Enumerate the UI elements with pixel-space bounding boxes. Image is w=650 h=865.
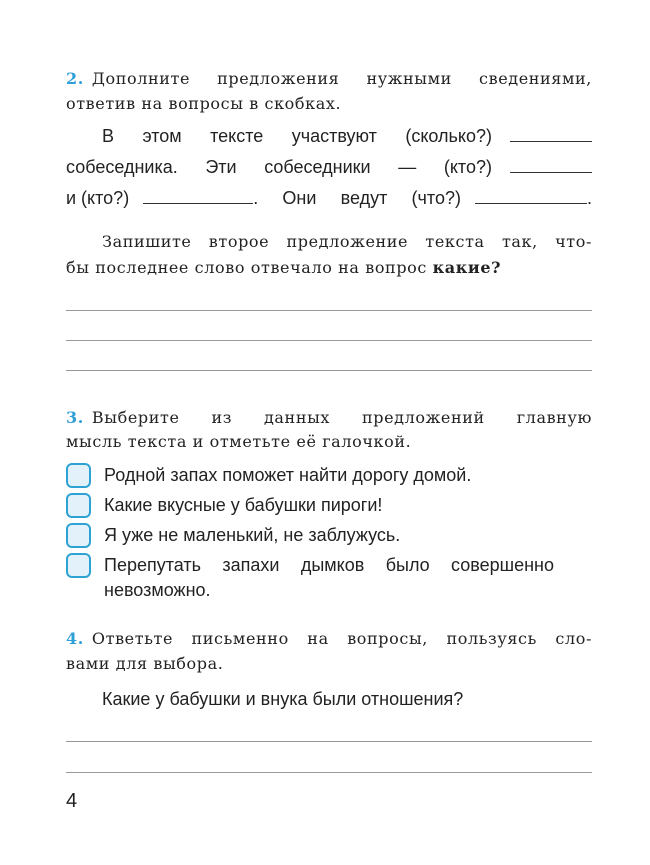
sentence-text: . Они ведут (что?) xyxy=(253,188,461,208)
writing-line[interactable] xyxy=(66,741,592,742)
task4-question: Какие у бабушки и внука были отношения? xyxy=(102,689,464,709)
instruction-bold-question: какие? xyxy=(432,258,502,277)
page-number: 4 xyxy=(66,790,78,812)
task2-heading-line2: ответив на вопросы в скобках. xyxy=(66,94,342,113)
writing-line[interactable] xyxy=(66,310,592,311)
task3-heading-line1 xyxy=(66,407,592,429)
option-checkbox-3[interactable] xyxy=(66,523,91,548)
task2-heading-line1 xyxy=(66,68,592,90)
option-checkbox-4[interactable] xyxy=(66,553,91,578)
writing-line[interactable] xyxy=(66,340,592,341)
task2-sentence-line2 xyxy=(66,156,592,178)
option-checkbox-1[interactable] xyxy=(66,463,91,488)
sentence-text: собеседника. Эти собеседники — (кто?) xyxy=(66,157,492,177)
task3-number: 3. xyxy=(66,408,84,427)
answer-blank-who2[interactable] xyxy=(143,202,253,204)
option-label-3: Я уже не маленький, не заблужусь. xyxy=(104,525,401,545)
task2-number: 2. xyxy=(66,69,84,88)
task2-instruction-line2 xyxy=(66,257,592,279)
task2-sentence-line1 xyxy=(102,125,592,147)
writing-line[interactable] xyxy=(66,370,592,371)
option-label-4: Перепутать запахи дымков было совершенно xyxy=(104,555,554,575)
option-checkbox-2[interactable] xyxy=(66,493,91,518)
answer-blank-what[interactable] xyxy=(475,202,587,204)
task4-heading-line1 xyxy=(66,628,592,650)
sentence-text: и (кто?) xyxy=(66,188,130,208)
task4-heading-text: Ответьте письменно на вопросы, пользуясь сло- xyxy=(91,629,592,648)
task3-heading-line2: мысль текста и отметьте её галочкой. xyxy=(66,432,412,451)
option-label-2: Какие вкусные у бабушки пироги! xyxy=(104,495,383,515)
sentence-period: . xyxy=(586,188,592,208)
task2-heading-text: Дополните предложения нужными сведениями, xyxy=(91,69,592,88)
instruction-text: бы последнее слово отвечало на вопрос xyxy=(66,258,427,277)
task4-heading-line2: вами для выбора. xyxy=(66,654,224,673)
option-label-4-continued: невозможно. xyxy=(104,580,211,600)
answer-blank-who1[interactable] xyxy=(510,171,592,173)
task2-instruction-line1: Запишите второе предложение текста так, что- xyxy=(102,232,592,251)
answer-blank-count[interactable] xyxy=(510,140,592,142)
task4-number: 4. xyxy=(66,629,84,648)
task3-heading-text: Выберите из данных предложений главную xyxy=(91,408,592,427)
sentence-text: В этом тексте участвуют (сколько?) xyxy=(102,126,492,146)
task2-sentence-line3 xyxy=(66,187,592,209)
option-label-1: Родной запах поможет найти дорогу домой. xyxy=(104,465,472,485)
writing-line[interactable] xyxy=(66,772,592,773)
